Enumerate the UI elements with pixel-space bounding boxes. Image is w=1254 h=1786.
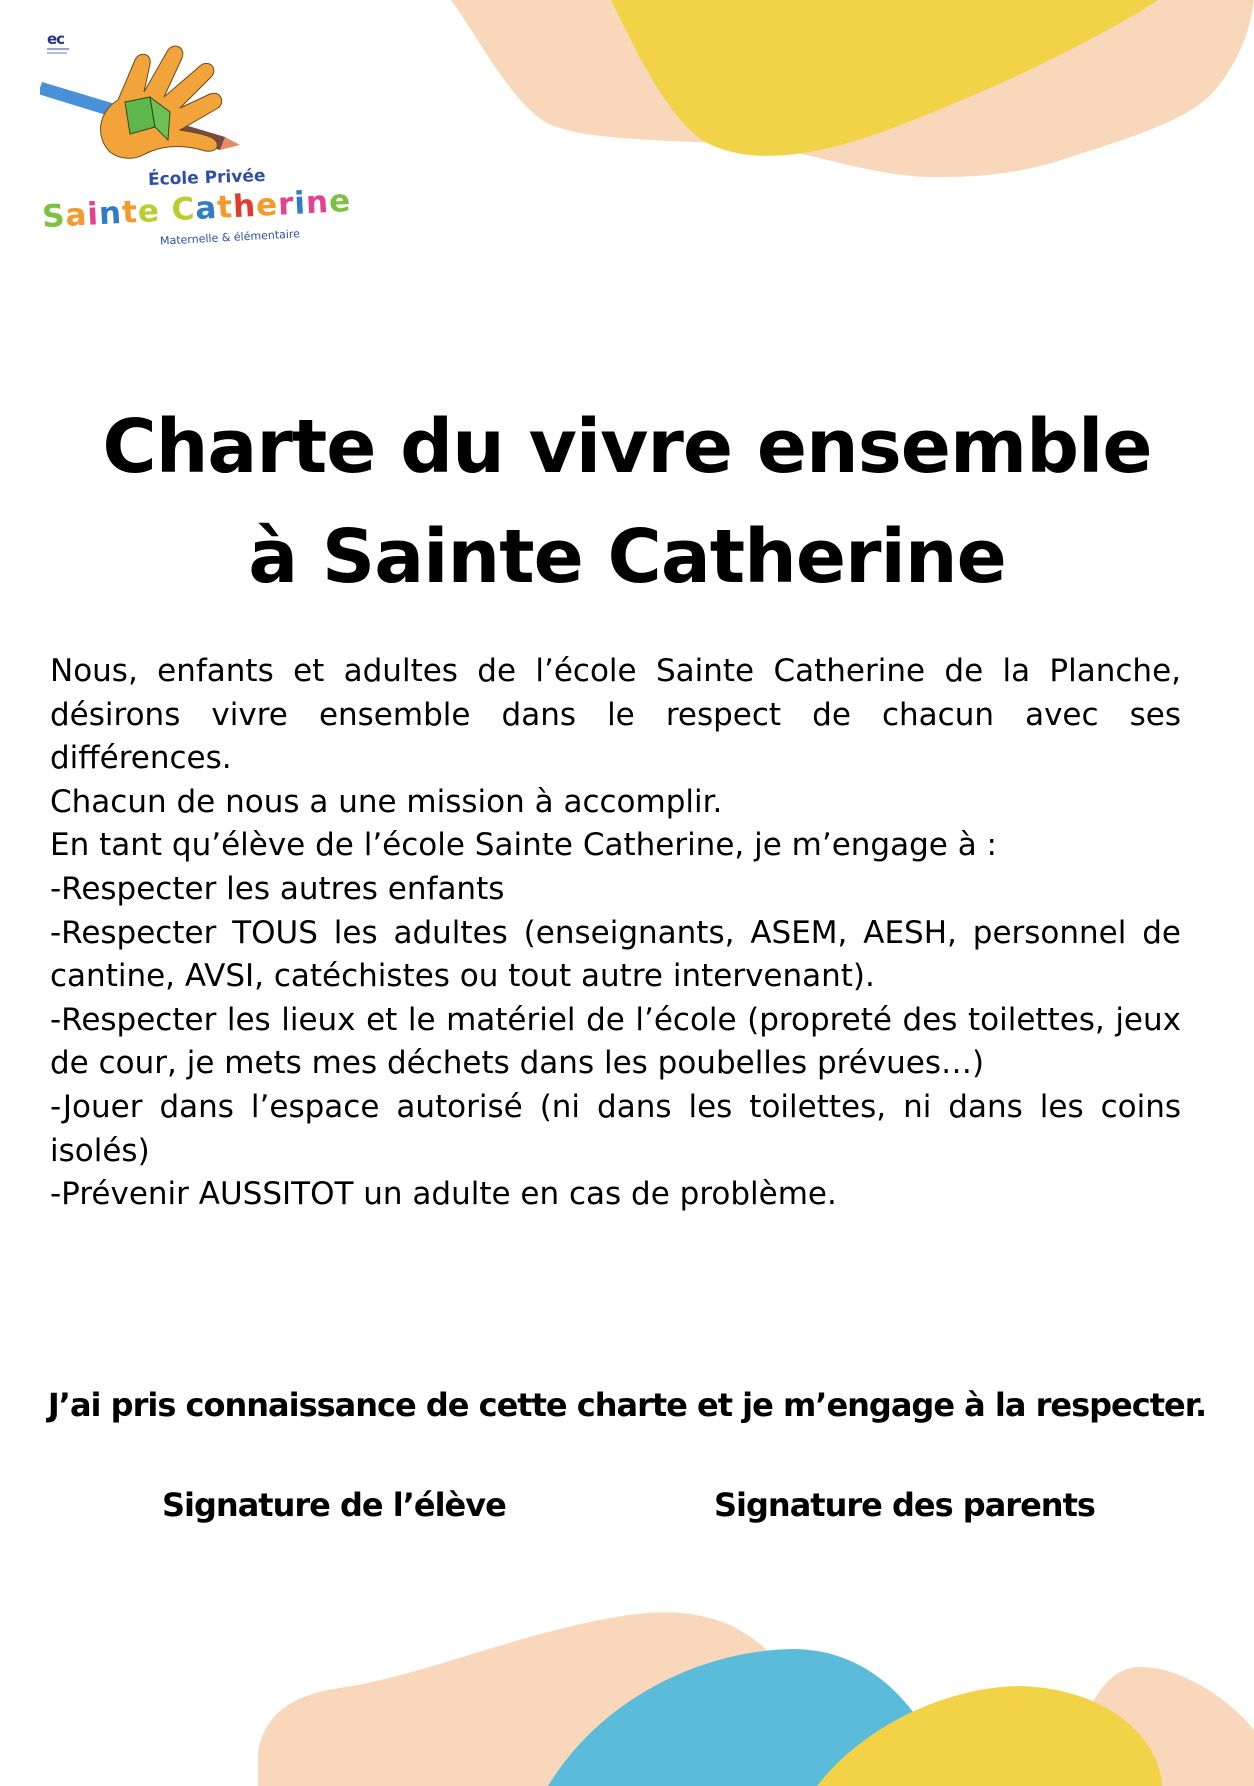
logo-letter: i xyxy=(293,185,307,222)
bottom-peach-blob-right xyxy=(1060,1667,1254,1786)
logo-letter: n xyxy=(305,184,331,222)
bottom-yellow-blob xyxy=(817,1686,1162,1786)
hand-pencil-icon xyxy=(40,42,280,172)
logo-letter: a xyxy=(194,189,219,228)
logo-subtitle: Maternelle & élémentaire xyxy=(159,227,301,248)
top-peach-blob xyxy=(451,0,1254,177)
logo-ecole-privee: École Privée xyxy=(147,165,266,191)
mission-line: Chacun de nous a une mission à accomplir. xyxy=(50,783,723,820)
bottom-peach-blob-left xyxy=(258,1612,840,1786)
intro-paragraph: Nous, enfants et adultes de l’école Sainte Catherine de la Planche, désirons vivre ensemble dans le respect de chacun avec ses différences. xyxy=(50,653,1181,777)
logo-letter: S xyxy=(41,197,67,236)
engage-intro: En tant qu’élève de l’école Sainte Catherine, je m’engage à : xyxy=(50,827,997,864)
hand-icon xyxy=(101,46,222,158)
logo-letter: r xyxy=(277,185,296,223)
logo-letter: i xyxy=(86,196,100,233)
rule-item: -Respecter TOUS les adultes (enseignants, ASEM, AESH, personnel de cantine, AVSI, catéchistes ou tout autre intervenant). xyxy=(50,914,1181,995)
signature-student-label: Signature de l’élève xyxy=(162,1486,506,1524)
logo-school-name xyxy=(41,183,352,235)
signature-parents-label: Signature des parents xyxy=(714,1486,1095,1524)
logo-letter: e xyxy=(328,182,353,221)
rule-item: -Prévenir AUSSITOT un adulte en cas de problème. xyxy=(50,1176,837,1213)
bottom-blue-blob xyxy=(548,1649,950,1786)
rule-item: -Respecter les lieux et le matériel de l’école (propreté des toilettes, jeux de cour, je mets mes déchets dans les poubelles prévues…) xyxy=(50,1001,1181,1082)
ec-mark: ec xyxy=(47,30,65,48)
engagement-statement: J’ai pris connaissance de cette charte et je m’engage à la respecter. xyxy=(47,1386,1207,1424)
page-title xyxy=(0,392,1254,612)
top-yellow-blob xyxy=(611,0,1158,156)
logo-letter: n xyxy=(98,194,124,233)
rule-item: -Jouer dans l’espace autorisé (ni dans les toilettes, ni dans les coins isolés) xyxy=(50,1088,1181,1169)
title-line-1: Charte du vivre ensemble xyxy=(102,404,1152,490)
logo-letter: C xyxy=(170,191,197,229)
logo-letter: t xyxy=(121,194,139,231)
logo-letter: e xyxy=(255,186,280,224)
school-logo xyxy=(40,28,353,258)
logo-letter: e xyxy=(136,192,161,231)
logo-letter: h xyxy=(232,187,258,226)
logo-letter: a xyxy=(64,196,89,234)
title-line-2: à Sainte Catherine xyxy=(248,514,1006,600)
logo-letter: t xyxy=(216,189,235,226)
rule-item: -Respecter les autres enfants xyxy=(50,870,505,907)
charter-body xyxy=(50,650,1181,1217)
